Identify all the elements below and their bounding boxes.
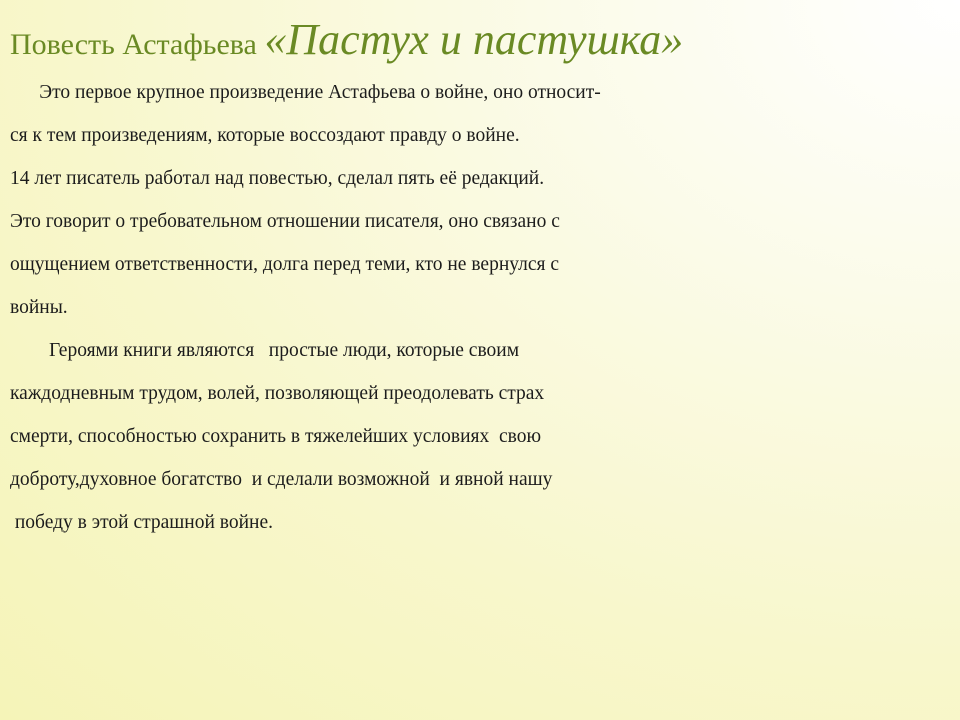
title-plain: Повесть Астафьева bbox=[10, 28, 265, 61]
paragraph-line: смерти, способностью сохранить в тяжелейших условиях свою bbox=[10, 426, 542, 447]
slide-title bbox=[10, 14, 950, 70]
paragraph-line: 14 лет писатель работал над повестью, сделал пять её редакций. bbox=[10, 168, 545, 189]
paragraph-line: войны. bbox=[10, 297, 68, 318]
paragraph-line: доброту,духовное богатство и сделали возможной и явной нашу bbox=[10, 469, 553, 490]
paragraph-line: Это говорит о требовательном отношении писателя, оно связано с bbox=[10, 211, 560, 232]
paragraph-line: Это первое крупное произведение Астафьева о войне, оно относит- bbox=[10, 82, 601, 103]
paragraph-line: ся к тем произведениям, которые воссоздают правду о войне. bbox=[10, 125, 520, 146]
paragraph-line: каждодневным трудом, волей, позволяющей преодолевать страх bbox=[10, 383, 545, 404]
paragraph-line: победу в этой страшной войне. bbox=[10, 512, 274, 533]
paragraph-line: ощущением ответственности, долга перед теми, кто не вернулся с bbox=[10, 254, 560, 275]
title-italic: «Пастух и пастушка» bbox=[264, 15, 684, 64]
paragraph-line: Героями книги являются простые люди, которые своим bbox=[10, 340, 520, 361]
